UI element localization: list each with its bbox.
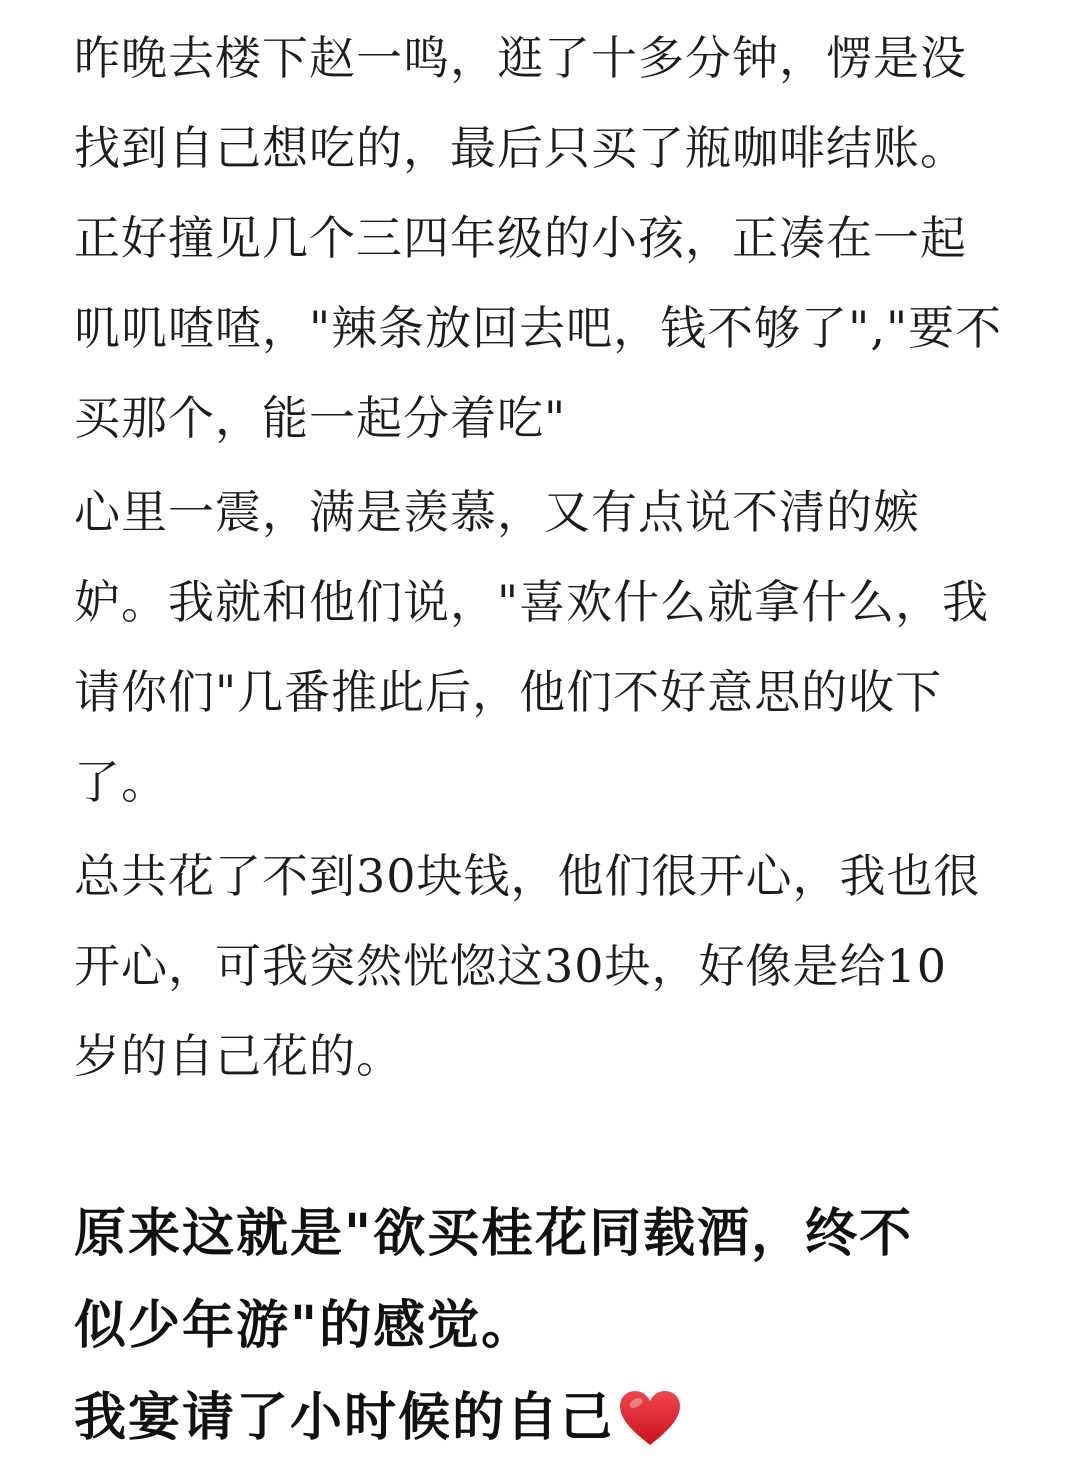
emphasis-line-1: 原来这就是"欲买桂花同载酒，终不 (74, 1203, 914, 1264)
emphasis-line-3: 我宴请了小时候的自己 (74, 1387, 615, 1448)
body-line-9: 了。 (74, 755, 168, 809)
body-line-4: 叽叽喳喳，"辣条放回去吧，钱不够了","要不 (74, 301, 1003, 355)
body-line-12: 岁的自己花的。 (74, 1029, 403, 1083)
body-line-10: 总共花了不到30块钱，他们很开心，我也很 (74, 849, 981, 903)
red-heart-icon (618, 1389, 682, 1447)
body-line-6: 心里一震，满是羡慕，又有点说不清的嫉 (74, 485, 920, 539)
body-line-11: 开心，可我突然恍惚这30块，好像是给10 (74, 939, 948, 993)
body-line-1: 昨晚去楼下赵一鸣，逛了十多分钟，愣是没 (74, 31, 967, 85)
body-line-7: 妒。我就和他们说，"喜欢什么就拿什么，我 (74, 575, 990, 629)
body-line-2: 找到自己想吃的，最后只买了瓶咖啡结账。 (74, 121, 967, 175)
body-line-5: 买那个，能一起分着吃" (74, 391, 567, 445)
heart-svg (618, 1389, 682, 1447)
emphasis-line-2: 似少年游"的感觉。 (74, 1295, 536, 1356)
emphasis-line-3-wrap (74, 1384, 682, 1452)
body-line-3: 正好撞见几个三四年级的小孩，正凑在一起 (74, 211, 967, 265)
body-line-8: 请你们"几番推此后，他们不好意思的收下 (74, 665, 943, 719)
